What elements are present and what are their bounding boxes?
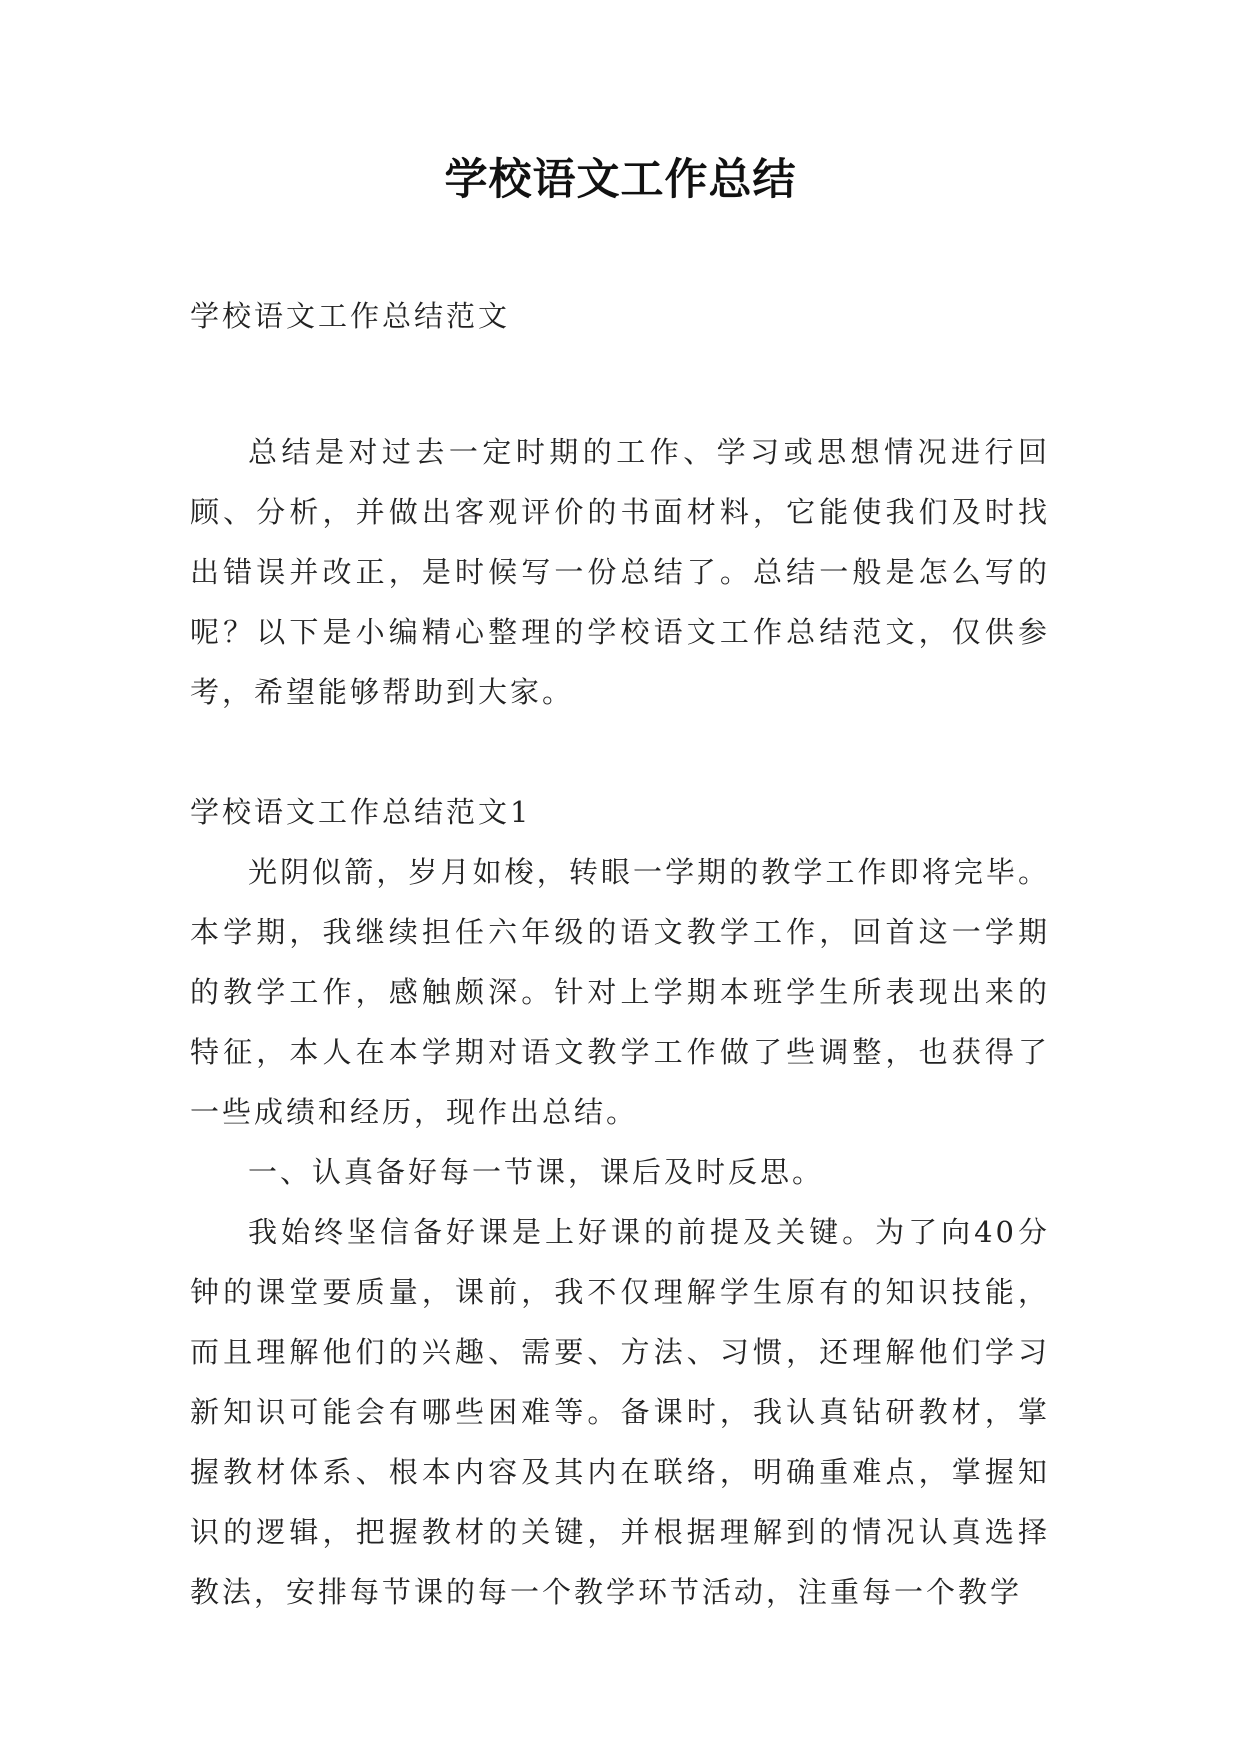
document-body	[190, 286, 1050, 1622]
spacer	[190, 346, 1050, 422]
body-paragraph: 我始终坚信备好课是上好课的前提及关键。为了向40分钟的课堂要质量，课前，我不仅理解学生原有的知识技能，而且理解他们的兴趣、需要、方法、习惯，还理解他们学习新知识可能会有哪些困难等。备课时，我认真钻研教材，掌握教材体系、根本内容及其内在联络，明确重难点，掌握知识的逻辑，把握教材的关键，并根据理解到的情况认真选择教法，安排每节课的每一个教学环节活动，注重每一个教学	[190, 1215, 1050, 1609]
body-paragraph: 光阴似箭，岁月如梭，转眼一学期的教学工作即将完毕。本学期，我继续担任六年级的语文教学工作，回首这一学期的教学工作，感触颇深。针对上学期本班学生所表现出来的特征，本人在本学期对语文教学工作做了些调整，也获得了一些成绩和经历，现作出总结。	[190, 855, 1050, 1129]
document-title: 学校语文工作总结	[444, 155, 797, 205]
spacer	[190, 722, 1050, 782]
intro-paragraph: 总结是对过去一定时期的工作、学习或思想情况进行回顾、分析，并做出客观评价的书面材料，它能使我们及时找出错误并改正，是时候写一份总结了。总结一般是怎么写的呢？以下是小编精心整理的学校语文工作总结范文，仅供参考，希望能够帮助到大家。	[190, 435, 1050, 709]
body-paragraph-heading: 一、认真备好每一节课，课后及时反思。	[248, 1155, 825, 1189]
document-subtitle: 学校语文工作总结范文	[190, 299, 511, 333]
section-heading: 学校语文工作总结范文1	[190, 795, 532, 829]
